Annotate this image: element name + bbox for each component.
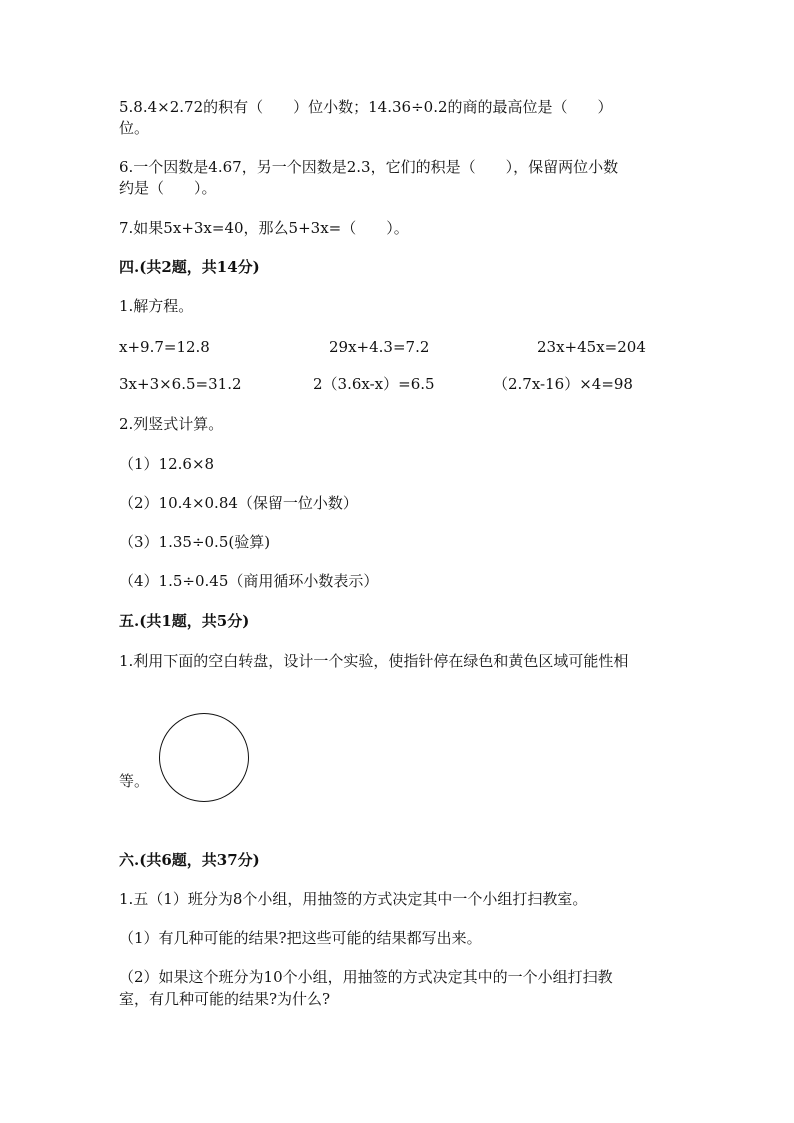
calculation-item: （1）12.6×8 (119, 455, 215, 473)
equation: 2（3.6x-x）=6.5 (313, 375, 435, 393)
calculation-item: （4）1.5÷0.45（商用循环小数表示） (119, 572, 379, 590)
section-5-heading: 五.(共1题，共5分) (119, 612, 250, 630)
section-4-question-2-title: 2.列竖式计算。 (119, 415, 224, 433)
section-6-subquestion-1: （1）有几种可能的结果?把这些可能的结果都写出来。 (119, 929, 482, 947)
section-5-question-1-line-2: 等。 (119, 772, 150, 790)
section-6-question-1-title: 1.五（1）班分为8个小组，用抽签的方式决定其中一个小组打扫教室。 (119, 890, 588, 908)
question-5-line-1: 5.8.4×2.72的积有（ ）位小数；14.36÷0.2的商的最高位是（ ） (119, 98, 613, 116)
section-4-question-1-title: 1.解方程。 (119, 297, 194, 315)
section-6-subquestion-2-line-2: 室，有几种可能的结果?为什么? (119, 990, 331, 1008)
equation: （2.7x-16）×4=98 (493, 375, 633, 393)
equation: 29x+4.3=7.2 (329, 338, 430, 356)
calculation-item: （3）1.35÷0.5(验算) (119, 533, 271, 551)
question-7: 7.如果5x+3x=40，那么5+3x=（ ）。 (119, 219, 409, 237)
equation: 23x+45x=204 (537, 338, 646, 356)
question-6-line-2: 约是（ ）。 (119, 179, 217, 197)
question-6-line-1: 6.一个因数是4.67，另一个因数是2.3，它们的积是（ ），保留两位小数 (119, 158, 619, 176)
section-6-subquestion-2-line-1: （2）如果这个班分为10个小组，用抽签的方式决定其中的一个小组打扫教 (119, 968, 613, 986)
section-5-question-1-line-1: 1.利用下面的空白转盘，设计一个实验，使指针停在绿色和黄色区域可能性相 (119, 652, 629, 670)
calculation-item: （2）10.4×0.84（保留一位小数） (119, 494, 358, 512)
blank-spinner-circle (159, 713, 249, 802)
section-4-heading: 四.(共2题，共14分) (119, 258, 260, 276)
question-5-line-2: 位。 (119, 119, 150, 137)
section-6-heading: 六.(共6题，共37分) (119, 851, 260, 869)
equation: 3x+3×6.5=31.2 (119, 375, 242, 393)
equation: x+9.7=12.8 (119, 338, 210, 356)
